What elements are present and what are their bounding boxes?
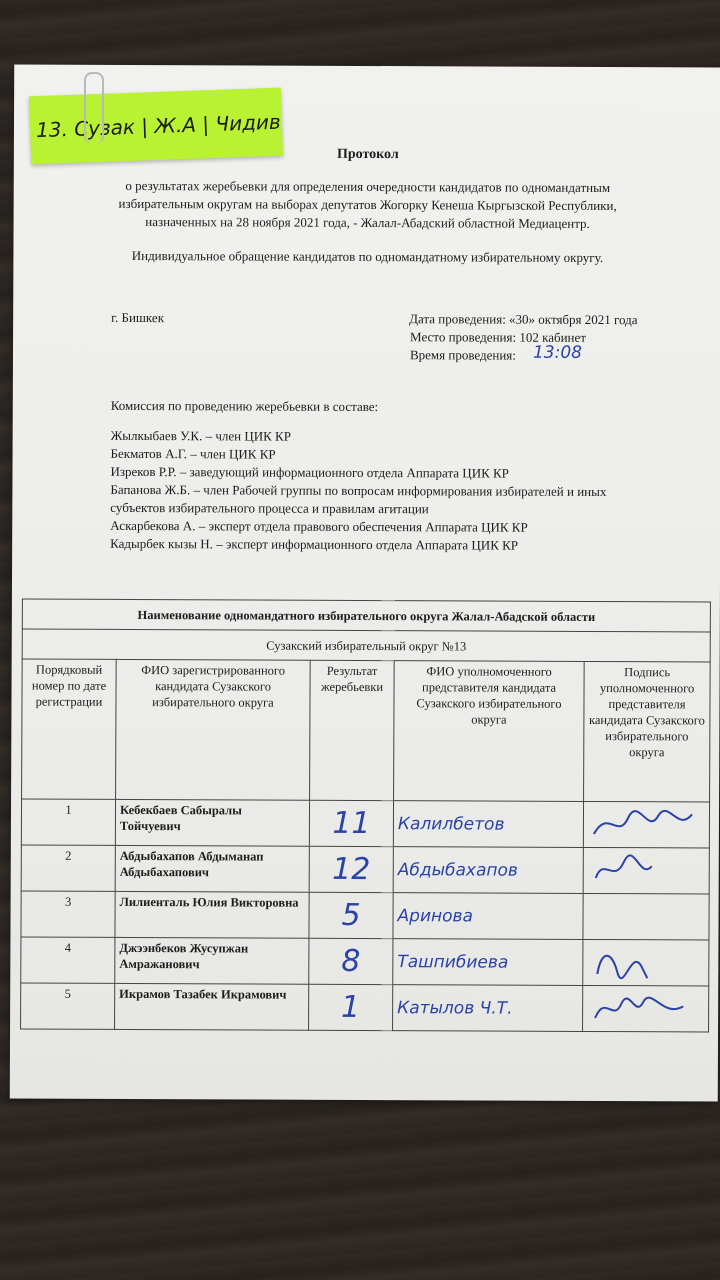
time-label: Время проведения: bbox=[409, 347, 516, 363]
table-row bbox=[21, 845, 709, 894]
row-number: 4 bbox=[21, 937, 115, 983]
time-value: 13:08 bbox=[532, 342, 583, 363]
draw-result: 1 bbox=[309, 984, 393, 1030]
region-header: Наименование одномандатного избирательного округа Жалал-Абадской области bbox=[22, 599, 710, 632]
row-number: 5 bbox=[21, 983, 115, 1029]
paperclip-icon bbox=[84, 72, 104, 144]
representative-name: Ташпибиева bbox=[393, 939, 583, 986]
signature-icon bbox=[587, 942, 697, 982]
row-number: 3 bbox=[21, 891, 115, 937]
draw-results-table bbox=[20, 598, 710, 1032]
draw-result: 11 bbox=[309, 800, 393, 846]
table-row bbox=[21, 891, 709, 940]
appeal-line: Индивидуальное обращение кандидатов по одномандатному избирательному округу. bbox=[131, 247, 604, 266]
commission-heading: Комиссия по проведению жеребьевки в составе: bbox=[110, 397, 379, 415]
candidate-name: Лилиенталь Юлия Викторовна bbox=[115, 891, 309, 938]
column-header-representative: ФИО уполномоченного представителя кандидата Сузакского избирательного округа bbox=[394, 661, 585, 802]
commission-member: Аскарбекова А. – эксперт отдела правового обеспечения Аппарата ЦИК КР bbox=[110, 517, 528, 535]
city-label: г. Бишкек bbox=[111, 309, 165, 326]
row-number: 2 bbox=[21, 845, 115, 891]
subtitle-line-2: избирательным округам на выборах депутатов Жогорку Кенеша Кыргызской Республики, bbox=[118, 195, 617, 214]
representative-name: Абдыбахапов bbox=[393, 847, 583, 894]
signature-icon bbox=[587, 988, 697, 1028]
column-header-signature: Подпись уполномоченного представителя кандидата Сузакского избирательного округа bbox=[584, 661, 711, 802]
representative-name: Аринова bbox=[393, 893, 583, 940]
representative-name: Калилбетов bbox=[393, 801, 583, 848]
table-row bbox=[21, 799, 709, 848]
place-line: Место проведения: 102 кабинет bbox=[410, 329, 586, 345]
representative-name: Катылов Ч.Т. bbox=[393, 985, 583, 1032]
commission-member: Бекматов А.Г. – член ЦИК КР bbox=[110, 445, 276, 462]
candidate-name: Икрамов Тазабек Икрамович bbox=[115, 983, 309, 1030]
signature-icon bbox=[588, 804, 698, 844]
protocol-document bbox=[10, 64, 720, 1101]
column-header-result: Результат жеребьевки bbox=[310, 660, 395, 800]
row-number: 1 bbox=[21, 799, 115, 845]
commission-member: Бапанова Ж.Б. – член Рабочей группы по вопросам информирования избирателей и иных bbox=[110, 481, 607, 500]
signature-cell bbox=[583, 893, 709, 940]
signature-cell bbox=[583, 939, 709, 986]
commission-member: Изреков Р.Р. – заведующий информационного отдела Аппарата ЦИК КР bbox=[110, 463, 509, 481]
candidate-name: Кебекбаев Сабыралы Тойчуевич bbox=[115, 799, 309, 846]
candidate-name: Абдыбахапов Абдыманап Абдыбахапович bbox=[115, 845, 309, 892]
table-row bbox=[21, 983, 709, 1032]
column-header-number: Порядковый номер по дате регистрации bbox=[22, 659, 117, 799]
signature-cell bbox=[583, 985, 709, 1032]
candidate-name: Джээнбеков Жусупжан Амражанович bbox=[115, 937, 309, 984]
sticky-note-text: 13. Сузак | Ж.А | Чидив bbox=[35, 109, 282, 143]
sticky-note bbox=[29, 88, 283, 165]
subtitle-line-3: назначенных на 28 ноября 2021 года, - Жалал-Абадский областной Медиацентр. bbox=[145, 214, 590, 231]
subtitle-line-1: о результатах жеребьевки для определения очередности кандидатов по одномандатным bbox=[125, 177, 611, 196]
signature-cell bbox=[583, 801, 709, 848]
commission-member: Жылкыбаев У.К. – член ЦИК КР bbox=[110, 427, 292, 444]
commission-member: Кадырбек кызы Н. – эксперт информационного отдела Аппарата ЦИК КР bbox=[110, 535, 519, 553]
column-header-candidate: ФИО зарегистрированного кандидата Сузакского избирательного округа bbox=[116, 659, 311, 800]
district-header: Сузакский избирательный округ №13 bbox=[22, 629, 710, 662]
signature-icon bbox=[588, 850, 698, 890]
draw-result: 12 bbox=[309, 846, 393, 892]
signature-cell bbox=[583, 847, 709, 894]
date-line: Дата проведения: «30» октября 2021 года bbox=[409, 311, 638, 328]
table-row bbox=[21, 937, 709, 986]
draw-result: 5 bbox=[309, 892, 393, 938]
draw-result: 8 bbox=[309, 938, 393, 984]
document-title: Протокол bbox=[336, 146, 399, 163]
commission-member: субъектов избирательного процесса и правилам агитации bbox=[110, 499, 429, 517]
